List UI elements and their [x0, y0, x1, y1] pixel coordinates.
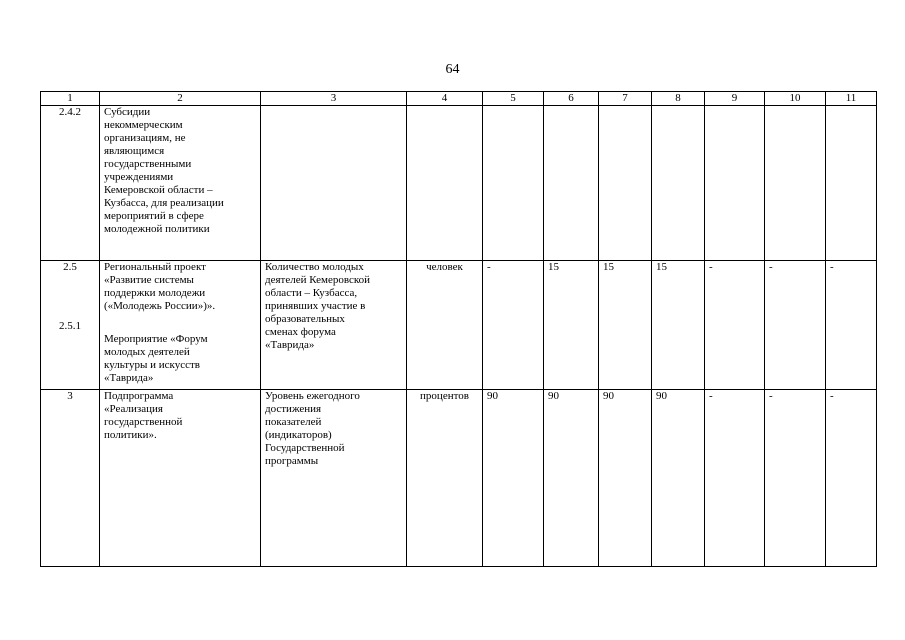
row-value: 90	[599, 390, 652, 567]
row-value	[544, 106, 599, 261]
row-subcode: 2.5.1	[59, 320, 81, 332]
column-header: 8	[652, 92, 705, 106]
row-name: Субсидии некоммерческим организациям, не являющимся государственными учреждениями Кемеровской области – Кузбасса, для реализации мероприятий в сфере молодежной политики	[100, 106, 261, 261]
row-code-cell	[41, 261, 100, 390]
row-value: -	[705, 261, 765, 390]
row-value: 90	[544, 390, 599, 567]
row-name-cell	[100, 261, 261, 390]
row-value: 90	[652, 390, 705, 567]
column-header: 5	[483, 92, 544, 106]
row-name: Региональный проект «Развитие системы поддержки молодежи («Молодежь России»)».	[104, 261, 216, 312]
row-indicator: Уровень ежегодного достижения показателей (индикаторов) Государственной программы	[261, 390, 407, 567]
row-unit	[407, 106, 483, 261]
row-value: -	[705, 390, 765, 567]
row-name: Подпрограмма «Реализация государственной политики».	[100, 390, 261, 567]
column-header: 6	[544, 92, 599, 106]
column-header: 9	[705, 92, 765, 106]
spacer	[45, 274, 95, 320]
row-value	[483, 106, 544, 261]
column-header: 11	[826, 92, 877, 106]
row-unit: процентов	[407, 390, 483, 567]
row-indicator: Количество молодых деятелей Кемеровской области – Кузбасса, принявших участие в образовательных сменах форума «Таврида»	[261, 261, 407, 390]
column-number-row	[41, 92, 877, 106]
column-header: 1	[41, 92, 100, 106]
row-value: -	[483, 261, 544, 390]
row-code: 3	[41, 390, 100, 567]
page-number: 64	[445, 62, 460, 77]
row-code: 2.4.2	[41, 106, 100, 261]
column-header: 10	[765, 92, 826, 106]
row-value: 90	[483, 390, 544, 567]
spacer	[104, 313, 256, 333]
row-value: 15	[652, 261, 705, 390]
row-value	[599, 106, 652, 261]
row-value	[765, 106, 826, 261]
row-value	[705, 106, 765, 261]
row-value: 15	[544, 261, 599, 390]
column-header: 7	[599, 92, 652, 106]
column-header: 4	[407, 92, 483, 106]
row-value: -	[826, 261, 877, 390]
row-value: 15	[599, 261, 652, 390]
row-value	[826, 106, 877, 261]
column-header: 3	[261, 92, 407, 106]
table-row	[41, 261, 877, 390]
table-row	[41, 106, 877, 261]
row-code: 2.5	[63, 261, 77, 273]
row-value: -	[765, 390, 826, 567]
row-value	[652, 106, 705, 261]
row-unit: человек	[407, 261, 483, 390]
column-header: 2	[100, 92, 261, 106]
table-row	[41, 390, 877, 567]
row-value: -	[765, 261, 826, 390]
row-subname: Мероприятие «Форум молодых деятелей культуры и искусств «Таврида»	[104, 333, 208, 384]
indicator-table	[40, 91, 877, 567]
row-indicator	[261, 106, 407, 261]
row-value: -	[826, 390, 877, 567]
